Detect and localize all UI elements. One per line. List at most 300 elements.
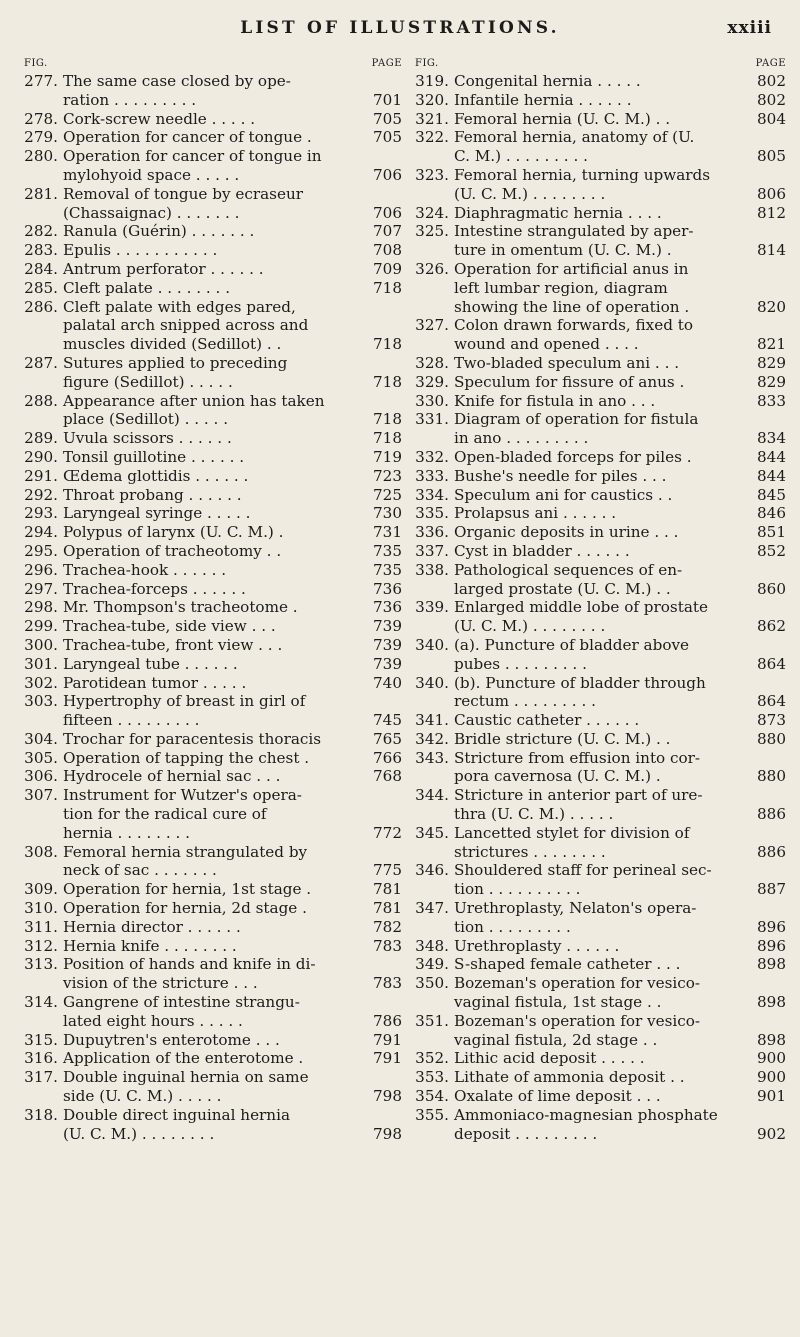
- page-ref: 705: [373, 128, 402, 147]
- fig-label: FIG.: [415, 58, 439, 69]
- figure-number: 322.: [415, 128, 449, 147]
- figure-number: 346.: [415, 861, 449, 880]
- figure-number: 287.: [24, 353, 58, 372]
- entry-text: vaginal fistula, 1st stage . .: [454, 993, 662, 1012]
- entry-text: tion . . . . . . . . . .: [454, 880, 581, 899]
- entry-continuation-line: [14, 974, 402, 993]
- list-item: [14, 504, 402, 523]
- entry-first-line: [14, 1031, 402, 1050]
- entry-text: Antrum perforator . . . . . .: [63, 259, 264, 278]
- entry-first-line: [14, 185, 402, 204]
- list-item: [14, 655, 402, 674]
- figure-number: 320.: [415, 90, 449, 109]
- entry-continuation-line: [405, 617, 786, 636]
- page-ref: 806: [757, 184, 786, 203]
- entry-text: Hydrocele of hernial sac . . .: [63, 767, 281, 786]
- page-ref: 880: [757, 729, 786, 748]
- page-ref: 805: [757, 147, 786, 166]
- entry-first-line: [405, 410, 786, 429]
- list-item: [14, 110, 402, 129]
- figure-number: 323.: [415, 165, 449, 184]
- entry-continuation-line: [14, 1125, 402, 1144]
- entry-text: left lumbar region, diagram: [454, 278, 668, 297]
- list-item: [14, 937, 402, 956]
- entry-first-line: [14, 448, 402, 467]
- entry-first-line: [405, 523, 786, 542]
- figure-number: 295.: [24, 541, 58, 560]
- right-column: [405, 58, 786, 1143]
- entry-text: Tonsil guillotine . . . . . .: [63, 447, 245, 466]
- entry-first-line: [405, 899, 786, 918]
- entry-text: Sutures applied to preceding: [63, 353, 288, 372]
- page-ref: 829: [757, 372, 786, 391]
- entry-text: hernia . . . . . . . .: [63, 823, 190, 842]
- list-item: [405, 861, 786, 899]
- page-ref: 844: [757, 447, 786, 466]
- entry-text: Bridle stricture (U. C. M.) . .: [454, 729, 671, 748]
- entry-text: Mr. Thompson's tracheotome .: [63, 598, 298, 617]
- entry-first-line: [405, 955, 786, 974]
- page-ref: 725: [373, 485, 402, 504]
- figure-number: 297.: [24, 579, 58, 598]
- entry-continuation-line: [405, 655, 786, 674]
- entry-text: Colon drawn forwards, fixed to: [454, 316, 694, 335]
- page-ref: 804: [757, 109, 786, 128]
- page-ref: 739: [373, 635, 402, 654]
- entry-first-line: [14, 598, 402, 617]
- list-item: [405, 561, 786, 599]
- page-ref: 723: [373, 466, 402, 485]
- list-item: [405, 410, 786, 448]
- entry-text: muscles divided (Sedillot) . .: [63, 335, 282, 354]
- entry-text: Oxalate of lime deposit . . .: [454, 1087, 661, 1106]
- page-ref: 775: [373, 861, 402, 880]
- page-ref: 772: [373, 823, 402, 842]
- page-label: PAGE: [371, 58, 402, 69]
- entry-text: ration . . . . . . . . .: [63, 90, 197, 109]
- list-item: [405, 448, 786, 467]
- figure-number: 288.: [24, 391, 58, 410]
- figure-number: 305.: [24, 748, 58, 767]
- entry-continuation-line: [405, 580, 786, 599]
- entry-text: deposit . . . . . . . . .: [454, 1124, 598, 1143]
- entry-text: Diagram of operation for fistula: [454, 410, 699, 429]
- illustration-list-right: [405, 72, 786, 1143]
- page-ref: 821: [757, 335, 786, 354]
- figure-number: 286.: [24, 297, 58, 316]
- entry-text: Diaphragmatic hernia . . . .: [454, 203, 662, 222]
- page-ref: 862: [757, 617, 786, 636]
- entry-text: Hernia knife . . . . . . . .: [63, 936, 237, 955]
- entry-text: (a). Puncture of bladder above: [454, 635, 690, 654]
- entry-continuation-line: [405, 1031, 786, 1050]
- entry-text: Bozeman's operation for vesico-: [454, 974, 701, 993]
- entry-text: Bozeman's operation for vesico-: [454, 1011, 701, 1030]
- figure-number: 352.: [415, 1049, 449, 1068]
- list-item: [405, 1068, 786, 1087]
- page-ref: 846: [757, 504, 786, 523]
- entry-text: Trachea-tube, front view . . .: [63, 635, 283, 654]
- entry-text: Lithate of ammonia deposit . .: [454, 1068, 685, 1087]
- figure-number: 303.: [24, 692, 58, 711]
- entry-text: Cork-screw needle . . . . .: [63, 109, 256, 128]
- list-item: [14, 1068, 402, 1106]
- page-ref: 718: [373, 372, 402, 391]
- page-ref: 718: [373, 278, 402, 297]
- page-ref: 705: [373, 109, 402, 128]
- entry-text: Instrument for Wutzer's opera-: [63, 786, 302, 805]
- entry-first-line: [405, 260, 786, 279]
- page-ref: 781: [373, 899, 402, 918]
- entry-text: Œdema glottidis . . . . . .: [63, 466, 249, 485]
- list-item: [405, 711, 786, 730]
- list-item: [405, 204, 786, 223]
- entry-first-line: [14, 241, 402, 260]
- figure-number: 353.: [415, 1068, 449, 1087]
- list-item: [14, 617, 402, 636]
- entry-first-line: [14, 392, 402, 411]
- entry-first-line: [405, 749, 786, 768]
- entry-text: Cyst in bladder . . . . . .: [454, 541, 630, 560]
- page-ref: 898: [757, 955, 786, 974]
- entry-text: Uvula scissors . . . . . .: [63, 429, 232, 448]
- figure-number: 292.: [24, 485, 58, 504]
- entry-continuation-line: [14, 861, 402, 880]
- entry-first-line: [14, 880, 402, 899]
- entry-continuation-line: [405, 805, 786, 824]
- page-ref: 886: [757, 805, 786, 824]
- entry-first-line: [405, 636, 786, 655]
- entry-first-line: [14, 1106, 402, 1125]
- column-header: [405, 58, 786, 72]
- list-item: [405, 354, 786, 373]
- page-ref: 900: [757, 1049, 786, 1068]
- list-item: [405, 674, 786, 712]
- page-ref: 864: [757, 654, 786, 673]
- entry-text: Operation for hernia, 1st stage .: [63, 880, 312, 899]
- entry-text: Hypertrophy of breast in girl of: [63, 692, 306, 711]
- entry-text: pora cavernosa (U. C. M.) .: [454, 767, 661, 786]
- entry-continuation-line: [14, 166, 402, 185]
- figure-number: 349.: [415, 955, 449, 974]
- page-ref: 791: [373, 1030, 402, 1049]
- entry-text: Dupuytren's enterotome . . .: [63, 1030, 280, 1049]
- list-item: [405, 749, 786, 787]
- list-item: [405, 598, 786, 636]
- page-ref: 768: [373, 767, 402, 786]
- entry-continuation-line: [405, 279, 786, 298]
- figure-number: 344.: [415, 786, 449, 805]
- entry-continuation-line: [14, 1012, 402, 1031]
- entry-text: Enlarged middle lobe of prostate: [454, 598, 708, 617]
- list-item: [405, 1049, 786, 1068]
- list-item: [405, 128, 786, 166]
- list-item: [14, 730, 402, 749]
- figure-number: 301.: [24, 654, 58, 673]
- entry-first-line: [405, 467, 786, 486]
- entry-first-line: [14, 899, 402, 918]
- entry-text: tion for the radical cure of: [63, 805, 267, 824]
- entry-first-line: [405, 824, 786, 843]
- entry-continuation-line: [405, 298, 786, 317]
- page-ref: 781: [373, 880, 402, 899]
- entry-continuation-line: [405, 692, 786, 711]
- page-ref: 844: [757, 466, 786, 485]
- entry-first-line: [405, 1012, 786, 1031]
- entry-continuation-line: [14, 91, 402, 110]
- entry-text: Operation for artificial anus in: [454, 259, 689, 278]
- figure-number: 296.: [24, 560, 58, 579]
- entry-first-line: [405, 561, 786, 580]
- page-ref: 765: [373, 729, 402, 748]
- figure-number: 324.: [415, 203, 449, 222]
- figure-number: 317.: [24, 1068, 58, 1087]
- entry-continuation-line: [405, 335, 786, 354]
- page-ref: 834: [757, 429, 786, 448]
- entry-first-line: [405, 110, 786, 129]
- page-ref: 745: [373, 711, 402, 730]
- entry-first-line: [405, 974, 786, 993]
- entry-first-line: [14, 260, 402, 279]
- list-item: [14, 767, 402, 786]
- entry-first-line: [14, 617, 402, 636]
- figure-number: 299.: [24, 617, 58, 636]
- page-ref: 735: [373, 541, 402, 560]
- entry-text: ture in omentum (U. C. M.) .: [454, 241, 672, 260]
- page-ref: 735: [373, 560, 402, 579]
- entry-first-line: [14, 542, 402, 561]
- page-ref: 718: [373, 335, 402, 354]
- figure-number: 350.: [415, 974, 449, 993]
- figure-number: 281.: [24, 184, 58, 203]
- entry-first-line: [405, 1068, 786, 1087]
- list-item: [405, 523, 786, 542]
- entry-text: Trachea-forceps . . . . . .: [63, 579, 246, 598]
- entry-text: place (Sedillot) . . . . .: [63, 410, 229, 429]
- entry-text: Ammoniaco-magnesian phosphate: [454, 1105, 718, 1124]
- entry-text: Open-bladed forceps for piles .: [454, 447, 692, 466]
- entry-first-line: [405, 204, 786, 223]
- page-ref: 887: [757, 880, 786, 899]
- figure-number: 313.: [24, 955, 58, 974]
- list-item: [14, 674, 402, 693]
- entry-text: Speculum for fissure of anus .: [454, 372, 685, 391]
- entry-text: Lithic acid deposit . . . . .: [454, 1049, 645, 1068]
- figure-number: 308.: [24, 842, 58, 861]
- list-item: [14, 147, 402, 185]
- entry-first-line: [405, 1049, 786, 1068]
- list-item: [14, 542, 402, 561]
- figure-number: 333.: [415, 466, 449, 485]
- list-item: [14, 72, 402, 110]
- entry-text: Lancetted stylet for division of: [454, 823, 690, 842]
- figure-number: 282.: [24, 222, 58, 241]
- entry-text: Operation for hernia, 2d stage .: [63, 899, 307, 918]
- entry-continuation-line: [14, 824, 402, 843]
- figure-number: 338.: [415, 560, 449, 579]
- page-title: LIST OF ILLUSTRATIONS.: [240, 18, 560, 38]
- page-ref: 802: [757, 90, 786, 109]
- entry-first-line: [14, 486, 402, 505]
- list-item: [14, 467, 402, 486]
- entry-first-line: [14, 993, 402, 1012]
- list-item: [405, 260, 786, 316]
- entry-text: Double inguinal hernia on same: [63, 1068, 309, 1087]
- list-item: [14, 298, 402, 354]
- list-item: [14, 1031, 402, 1050]
- list-item: [14, 692, 402, 730]
- entry-text: fifteen . . . . . . . . .: [63, 711, 200, 730]
- entry-text: Urethroplasty, Nelaton's opera-: [454, 899, 697, 918]
- entry-text: Appearance after union has taken: [63, 391, 325, 410]
- entry-text: Double direct inguinal hernia: [63, 1105, 291, 1124]
- list-item: [405, 1106, 786, 1144]
- figure-number: 332.: [415, 447, 449, 466]
- list-item: [405, 392, 786, 411]
- page-ref: 701: [373, 90, 402, 109]
- entry-text: Caustic catheter . . . . . .: [454, 711, 640, 730]
- entry-first-line: [14, 110, 402, 129]
- entry-first-line: [14, 523, 402, 542]
- page-ref: 829: [757, 353, 786, 372]
- page-ref: 898: [757, 1030, 786, 1049]
- entry-first-line: [14, 580, 402, 599]
- entry-text: Operation of tracheotomy . .: [63, 541, 282, 560]
- figure-number: 316.: [24, 1049, 58, 1068]
- page-ref: 873: [757, 711, 786, 730]
- page-ref: 896: [757, 936, 786, 955]
- entry-first-line: [14, 843, 402, 862]
- page-ref: 845: [757, 485, 786, 504]
- entry-continuation-line: [405, 993, 786, 1012]
- entry-text: Polypus of larynx (U. C. M.) .: [63, 523, 284, 542]
- page-ref: 736: [373, 598, 402, 617]
- list-item: [405, 974, 786, 1012]
- left-column: [14, 58, 402, 1143]
- page-ref: 864: [757, 692, 786, 711]
- figure-number: 278.: [24, 109, 58, 128]
- entry-text: (U. C. M.) . . . . . . . .: [63, 1124, 215, 1143]
- entry-text: Femoral hernia, turning upwards: [454, 165, 711, 184]
- entry-continuation-line: [405, 843, 786, 862]
- entry-first-line: [14, 786, 402, 805]
- list-item: [405, 72, 786, 91]
- entry-first-line: [405, 222, 786, 241]
- entry-continuation-line: [405, 880, 786, 899]
- list-item: [405, 504, 786, 523]
- entry-first-line: [405, 711, 786, 730]
- entry-text: C. M.) . . . . . . . . .: [454, 147, 588, 166]
- list-item: [14, 1106, 402, 1144]
- entry-continuation-line: [14, 410, 402, 429]
- entry-text: pubes . . . . . . . . .: [454, 654, 587, 673]
- entry-text: Trochar for paracentesis thoracis: [63, 729, 322, 748]
- entry-first-line: [14, 72, 402, 91]
- entry-first-line: [14, 636, 402, 655]
- list-item: [405, 937, 786, 956]
- figure-number: 285.: [24, 278, 58, 297]
- entry-continuation-line: [14, 1087, 402, 1106]
- entry-first-line: [405, 1087, 786, 1106]
- entry-text: Operation for cancer of tongue in: [63, 147, 322, 166]
- figure-number: 309.: [24, 880, 58, 899]
- list-item: [405, 899, 786, 937]
- entry-continuation-line: [405, 241, 786, 260]
- list-item: [405, 955, 786, 974]
- figure-number: 315.: [24, 1030, 58, 1049]
- entry-first-line: [14, 749, 402, 768]
- entry-text: tion . . . . . . . . .: [454, 917, 571, 936]
- figure-number: 279.: [24, 128, 58, 147]
- entry-continuation-line: [405, 429, 786, 448]
- figure-number: 300.: [24, 635, 58, 654]
- page-ref: 718: [373, 410, 402, 429]
- entry-text: Femoral hernia strangulated by: [63, 842, 308, 861]
- page-ref: 736: [373, 579, 402, 598]
- page-ref: 783: [373, 936, 402, 955]
- entry-first-line: [14, 955, 402, 974]
- entry-first-line: [405, 674, 786, 693]
- entry-first-line: [14, 692, 402, 711]
- page-ref: 814: [757, 241, 786, 260]
- figure-number: 325.: [415, 222, 449, 241]
- entry-text: Laryngeal syringe . . . . .: [63, 504, 251, 523]
- entry-continuation-line: [405, 767, 786, 786]
- figure-number: 277.: [24, 72, 58, 90]
- entry-text: Cleft palate . . . . . . . .: [63, 278, 231, 297]
- page-ref: 812: [757, 203, 786, 222]
- list-item: [14, 260, 402, 279]
- entry-first-line: [405, 786, 786, 805]
- list-item: [14, 880, 402, 899]
- list-item: [14, 486, 402, 505]
- figure-number: 290.: [24, 447, 58, 466]
- entry-first-line: [405, 598, 786, 617]
- list-item: [14, 222, 402, 241]
- page-ref: 709: [373, 259, 402, 278]
- entry-text: vaginal fistula, 2d stage . .: [454, 1030, 658, 1049]
- entry-text: Trachea-tube, side view . . .: [63, 617, 276, 636]
- entry-text: Two-bladed speculum ani . . .: [454, 353, 680, 372]
- page-ref: 898: [757, 993, 786, 1012]
- entry-first-line: [14, 128, 402, 147]
- figure-number: 312.: [24, 936, 58, 955]
- entry-first-line: [14, 147, 402, 166]
- entry-text: (U. C. M.) . . . . . . . .: [454, 184, 606, 203]
- entry-text: Intestine strangulated by aper-: [454, 222, 694, 241]
- entry-first-line: [405, 91, 786, 110]
- figure-number: 321.: [415, 109, 449, 128]
- figure-number: 354.: [415, 1087, 449, 1106]
- entry-text: strictures . . . . . . . .: [454, 842, 606, 861]
- entry-text: Cleft palate with edges pared,: [63, 297, 296, 316]
- list-item: [405, 636, 786, 674]
- figure-number: 310.: [24, 899, 58, 918]
- entry-text: side (U. C. M.) . . . . .: [63, 1087, 222, 1106]
- list-item: [14, 598, 402, 617]
- entry-text: figure (Sedillot) . . . . .: [63, 372, 233, 391]
- entry-continuation-line: [405, 918, 786, 937]
- list-item: [405, 542, 786, 561]
- entry-first-line: [405, 316, 786, 335]
- page-ref: 902: [757, 1124, 786, 1143]
- page-ref: 707: [373, 222, 402, 241]
- entry-first-line: [14, 1049, 402, 1068]
- list-item: [14, 561, 402, 580]
- entry-first-line: [14, 561, 402, 580]
- list-item: [14, 636, 402, 655]
- entry-text: Removal of tongue by ecraseur: [63, 184, 303, 203]
